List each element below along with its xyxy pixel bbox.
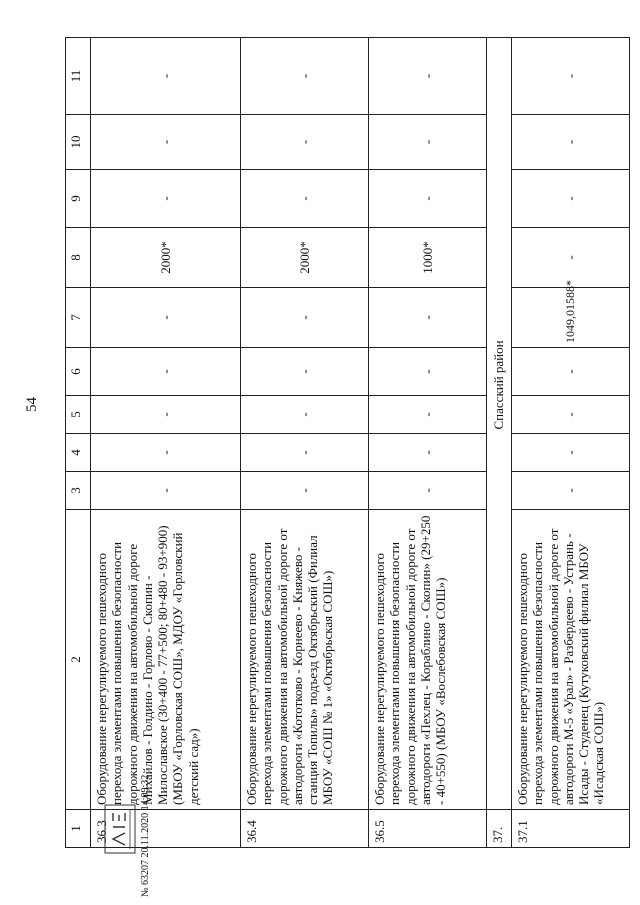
cell-7: -	[369, 288, 487, 348]
table-container	[65, 38, 630, 848]
cell-11: -	[241, 38, 369, 115]
cell-5: -	[91, 396, 241, 434]
cell-4: -	[91, 434, 241, 472]
row-number: 36.4	[241, 810, 369, 848]
cell-7: 1049,01588*	[512, 288, 630, 348]
cell-7: -	[91, 288, 241, 348]
cell-5: -	[241, 396, 369, 434]
district-row	[487, 38, 512, 848]
col-header-1: 1	[66, 810, 91, 848]
col-header-11: 11	[66, 38, 91, 115]
cell-6: -	[369, 348, 487, 396]
row-description: Оборудование нерегулируемого пешеходного перехода элементами повышения безопасности дорожного движения на автомобильной дороге от автодороги М-5 «Урал» - Разбердеево - Устрань - Исады - Студенец (Кутуковский филиал МБОУ «Исадская СОШ»)	[512, 510, 630, 810]
cell-9: -	[241, 170, 369, 228]
col-header-3: 3	[66, 472, 91, 510]
cell-10: -	[91, 115, 241, 170]
row-description: Оборудование нерегулируемого пешеходного перехода элементами повышения безопасности дорожного движения на автомобильной дороге от автодороги «Кототково - Корнеево - Княжево - станция Топилы» подъезд Октябрьский (Филиал МБОУ «СОШ № 1» «Октябрьская СОШ»)	[241, 510, 369, 810]
cell-11: -	[512, 38, 630, 115]
cell-5: -	[512, 396, 630, 434]
cell-9: -	[369, 170, 487, 228]
row-number: 36.5	[369, 810, 487, 848]
cell-6: -	[91, 348, 241, 396]
header-row	[66, 38, 91, 848]
cell-8: 1000*	[369, 228, 487, 288]
table-row	[512, 38, 630, 848]
page-number: 54	[24, 397, 40, 412]
cell-6: -	[512, 348, 630, 396]
cell-3: -	[241, 472, 369, 510]
table-row	[241, 38, 369, 848]
data-table	[65, 37, 630, 848]
cell-11: -	[91, 38, 241, 115]
cell-3: -	[369, 472, 487, 510]
col-header-5: 5	[66, 396, 91, 434]
col-header-9: 9	[66, 170, 91, 228]
col-header-8: 8	[66, 228, 91, 288]
cell-10: -	[512, 115, 630, 170]
cell-8: -	[512, 228, 630, 288]
row-number: 37.1	[512, 810, 630, 848]
cell-4: -	[241, 434, 369, 472]
cell-9: -	[512, 170, 630, 228]
col-header-2: 2	[66, 510, 91, 810]
cell-4: -	[512, 434, 630, 472]
cell-10: -	[369, 115, 487, 170]
table-row	[369, 38, 487, 848]
cell-7: -	[241, 288, 369, 348]
col-header-4: 4	[66, 434, 91, 472]
row-number: 36.3	[91, 810, 241, 848]
row-description: Оборудование нерегулируемого пешеходного перехода элементами повышения безопасности дорожного движения на автомобильной дороге Михайлов - Голдино - Горлово - Скопин - Милославское (30+400 - 77+500; 80+480 - 93+900) (МБОУ «Горловская СОШ», МДОУ «Горловский детский сад»)	[91, 510, 241, 810]
cell-10: -	[241, 115, 369, 170]
cell-9: -	[91, 170, 241, 228]
cell-6: -	[241, 348, 369, 396]
district-number: 37.	[487, 810, 512, 848]
district-name: Спасский район	[487, 348, 512, 434]
row-description: Оборудование нерегулируемого пешеходного перехода элементами повышения безопасности дорожного движения на автомобильной дороге от автодороги «Пехлец - Кораблино - Скопин» (29+250 - 40+550) (МБОУ «Вослебовская СОШ»)	[369, 510, 487, 810]
cell-3: -	[91, 472, 241, 510]
cell-8: 2000*	[91, 228, 241, 288]
document-footer: № 63207 20.11.2020 14:09:32	[140, 774, 151, 897]
cell-8: 2000*	[241, 228, 369, 288]
col-header-10: 10	[66, 115, 91, 170]
cell-3: -	[512, 472, 630, 510]
col-header-7: 7	[66, 288, 91, 348]
cell-5: -	[369, 396, 487, 434]
table-row	[91, 38, 241, 848]
col-header-6: 6	[66, 348, 91, 396]
cell-11: -	[369, 38, 487, 115]
cell-4: -	[369, 434, 487, 472]
